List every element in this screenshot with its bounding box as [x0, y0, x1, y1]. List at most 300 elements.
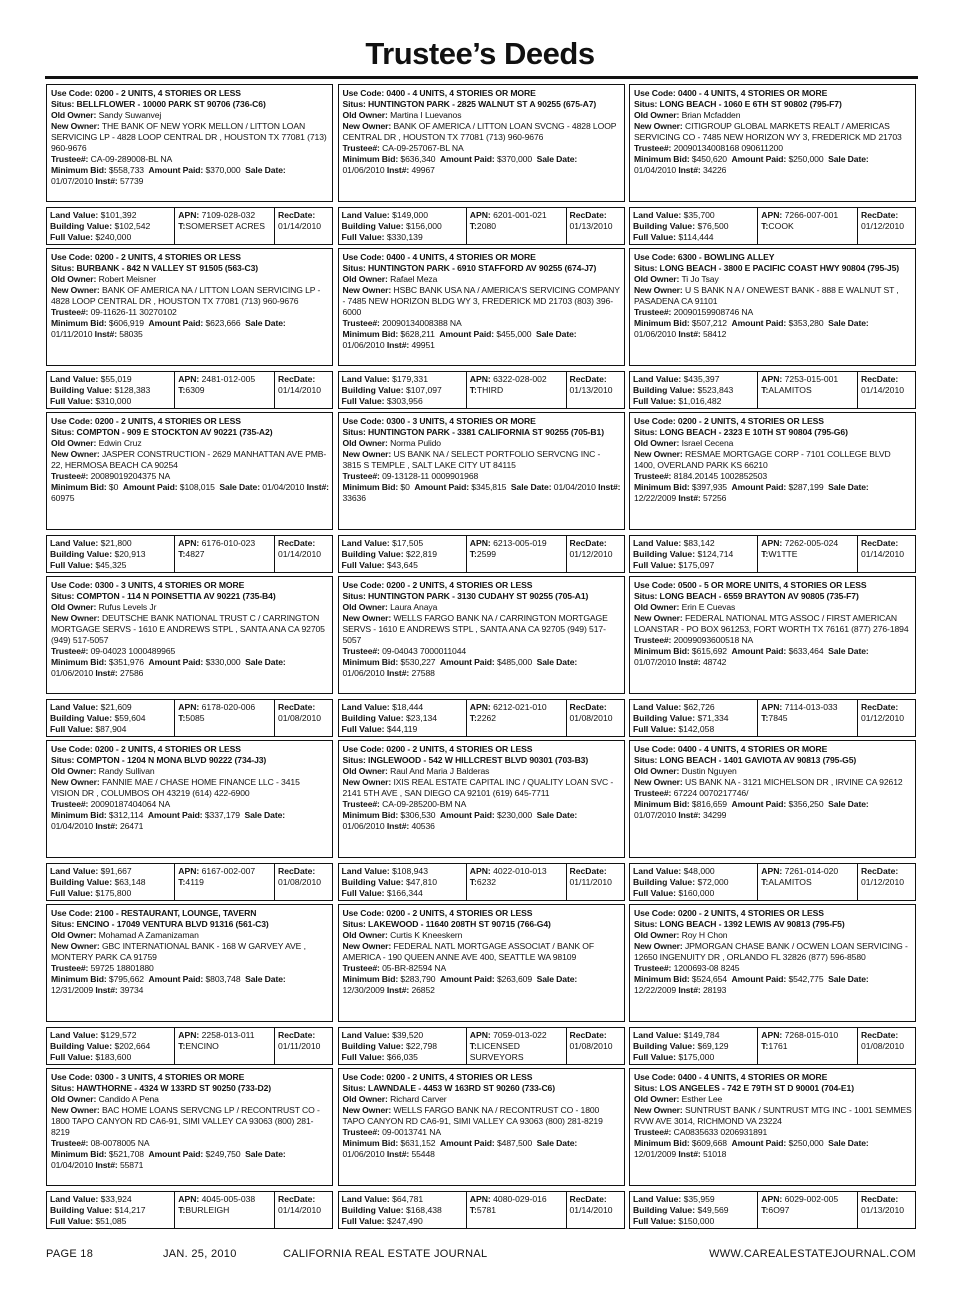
field-inst: 39734	[119, 985, 144, 995]
values-cell	[630, 864, 758, 900]
field-min-bid: $521,708	[108, 1149, 144, 1159]
label-min-bid: Minimum Bid:	[634, 482, 690, 492]
deed-record	[338, 904, 625, 1068]
label-apn: APN:	[469, 538, 491, 548]
field-trustee: 1200693-08 8245	[673, 963, 740, 973]
field-building: $49,569	[697, 1205, 729, 1215]
label-land-value: Land Value:	[50, 702, 99, 712]
field-amount-paid: $487,500	[496, 1138, 533, 1148]
field-full: $87,904	[95, 724, 127, 734]
field-situs: Situs: LONG BEACH - 6559 BRAYTON AV 90805 (735-F7)	[634, 591, 859, 601]
recdate-cell	[858, 372, 915, 408]
apn-cell	[175, 864, 275, 900]
label-inst: Inst#:	[94, 329, 117, 339]
apn-cell	[758, 700, 858, 736]
field-recdate: 01/08/2010	[861, 1041, 905, 1051]
label-building-value: Building Value:	[341, 713, 404, 723]
field-inst: 26852	[411, 985, 435, 995]
situs	[634, 99, 912, 110]
label-recdate: RecDate:	[861, 210, 899, 220]
field-apn: 6322-028-002	[493, 374, 547, 384]
field-apn: 2258-013-011	[201, 1030, 255, 1040]
apn-cell	[175, 372, 275, 408]
situs	[634, 755, 912, 766]
trustee-number	[51, 1138, 329, 1149]
field-building: $71,334	[697, 713, 729, 723]
field-new-owner: US BANK NA - 3121 MICHELSON DR , IRVINE CA 92612	[684, 777, 903, 787]
field-new-owner: US BANK NA / SELECT PORTFOLIO SERVCNG INC - 3815 S TEMPLE , SALT LAKE CITY UT 84115	[342, 449, 601, 470]
field-building: $523,843	[697, 385, 734, 395]
field-sale-date: 01/04/2010	[553, 482, 596, 492]
deed-record	[629, 248, 916, 412]
label-amount-paid: Amount Paid:	[148, 974, 204, 984]
label-apn: APN:	[761, 1030, 783, 1040]
field-situs: Situs: COMPTON - 909 E STOCKTON AV 90221 (735-A2)	[51, 427, 273, 437]
values-cell	[47, 1028, 175, 1064]
label-land-value: Land Value:	[341, 210, 390, 220]
label-sale-date: Sale Date:	[536, 657, 578, 667]
value-strip	[629, 371, 916, 409]
label-new-owner: New Owner:	[342, 121, 392, 131]
label-full-value: Full Value:	[341, 396, 385, 406]
label-min-bid: Minimum Bid:	[342, 329, 399, 339]
label-new-owner: New Owner:	[51, 941, 100, 951]
deed-card	[629, 576, 916, 694]
label-amount-paid: Amount Paid:	[147, 810, 203, 820]
label-land-value: Land Value:	[341, 538, 390, 548]
label-apn: APN:	[469, 374, 491, 384]
apn-cell	[758, 372, 858, 408]
label-land-value: Land Value:	[50, 210, 99, 220]
field-land: $48,000	[683, 866, 715, 876]
label-full-value: Full Value:	[341, 888, 385, 898]
bid-info	[634, 1138, 912, 1160]
label-recdate: RecDate:	[278, 210, 316, 220]
field-land: $149,784	[683, 1030, 720, 1040]
bid-info	[634, 974, 912, 996]
value-strip	[629, 699, 916, 737]
field-inst: 57739	[119, 176, 144, 186]
field-t: W1TTE	[768, 549, 798, 559]
field-situs: Situs: LONG BEACH - 1401 GAVIOTA AV 90813 (795-G5)	[634, 755, 857, 765]
apn-cell	[467, 1028, 567, 1064]
values-cell	[339, 1028, 467, 1064]
values-cell	[47, 208, 175, 244]
label-land-value: Land Value:	[50, 866, 99, 876]
label-old-owner: Old Owner:	[342, 602, 388, 612]
field-use: Use Code: 0200 - 2 UNITS, 4 STORIES OR LESS	[51, 416, 241, 426]
field-trustee: 09-04043 7000011044	[382, 646, 467, 656]
field-t: 5085	[185, 713, 205, 723]
field-old-owner: Raul And Maria J Balderas	[390, 766, 490, 776]
label-full-value: Full Value:	[50, 560, 93, 570]
label-t: T:	[761, 549, 769, 559]
label-old-owner: Old Owner:	[634, 110, 680, 120]
new-owner	[51, 941, 329, 963]
field-t: 7845	[768, 713, 788, 723]
label-t: T:	[178, 877, 186, 887]
label-min-bid: Minimum Bid:	[51, 482, 107, 492]
label-recdate: RecDate:	[569, 210, 607, 220]
label-recdate: RecDate:	[569, 374, 607, 384]
field-old-owner: Sandy Suwanvej	[98, 110, 162, 120]
label-new-owner: New Owner:	[342, 613, 392, 623]
label-full-value: Full Value:	[633, 888, 676, 898]
label-new-owner: New Owner:	[51, 777, 100, 787]
field-apn: 6212-021-010	[493, 702, 547, 712]
label-new-owner: New Owner:	[342, 285, 392, 295]
field-amount-paid: $370,000	[205, 165, 241, 175]
field-inst: 48742	[702, 657, 727, 667]
label-old-owner: Old Owner:	[342, 274, 388, 284]
label-apn: APN:	[761, 374, 783, 384]
bid-info	[634, 154, 912, 176]
field-building: $72,000	[697, 877, 729, 887]
label-trustee: Trustee#:	[51, 1138, 89, 1148]
field-use: Use Code: 0500 - 5 OR MORE UNITS, 4 STORIES OR LESS	[634, 580, 867, 590]
label-t: T:	[469, 549, 477, 559]
old-owner	[634, 930, 912, 941]
new-owner	[634, 613, 912, 635]
deed-record	[629, 740, 916, 904]
label-building-value: Building Value:	[341, 1205, 404, 1215]
field-new-owner: GBC INTERNATIONAL BANK - 168 W GARVEY AVE , MONTERY PARK CA 91759	[51, 941, 306, 962]
recdate-cell	[275, 1028, 332, 1064]
field-trustee: 59725 18801880	[90, 963, 154, 973]
field-inst: 58035	[119, 329, 143, 339]
label-recdate: RecDate:	[278, 702, 316, 712]
recdate-cell	[567, 536, 624, 572]
situs	[51, 427, 329, 438]
deed-record	[46, 84, 333, 248]
field-land: $101,392	[100, 210, 137, 220]
field-land: $35,700	[683, 210, 715, 220]
label-apn: APN:	[178, 1194, 200, 1204]
label-land-value: Land Value:	[633, 374, 682, 384]
field-land: $18,444	[392, 702, 424, 712]
field-situs: Situs: HUNTINGTON PARK - 3381 CALIFORNIA ST 90255 (705-B1)	[342, 427, 604, 437]
label-amount-paid: Amount Paid:	[148, 657, 204, 667]
field-apn: 6176-010-023	[201, 538, 256, 548]
field-land: $64,781	[392, 1194, 424, 1204]
field-amount-paid: $803,748	[205, 974, 241, 984]
recdate-cell	[275, 700, 332, 736]
label-t: T:	[761, 221, 769, 231]
field-recdate: 01/12/2010	[861, 877, 905, 887]
old-owner	[634, 438, 912, 449]
column-2	[338, 84, 625, 1233]
field-min-bid: $606,919	[108, 318, 144, 328]
field-use: Use Code: 0200 - 2 UNITS, 4 STORIES OR LESS	[342, 580, 533, 590]
field-new-owner: JASPER CONSTRUCTION - 2629 MANHATTAN AVE PMB-22, HERMOSA BEACH CA 90254	[51, 449, 327, 470]
label-amount-paid: Amount Paid:	[731, 646, 787, 656]
label-t: T:	[469, 1205, 477, 1215]
label-amount-paid: Amount Paid:	[731, 974, 787, 984]
deed-card	[46, 412, 333, 530]
label-new-owner: New Owner:	[342, 941, 392, 951]
column-3	[629, 84, 916, 1233]
field-use: Use Code: 0400 - 4 UNITS, 4 STORIES OR MORE	[634, 744, 828, 754]
field-use: Use Code: 6300 - BOWLING ALLEY	[634, 252, 775, 262]
field-trustee: 09-11626-11 30270102	[90, 307, 177, 317]
old-owner	[51, 438, 329, 449]
field-apn: 7109-028-032	[201, 210, 256, 220]
field-new-owner: BANK OF AMERICA / LITTON LOAN SVCNG - 4828 LOOP CENTRAL DR , HOUSTON TX 77081 (713) 960-9676	[342, 121, 617, 142]
situs	[343, 99, 621, 110]
field-min-bid: $524,654	[691, 974, 727, 984]
field-full: $175,000	[678, 1052, 715, 1062]
label-trustee: Trustee#:	[342, 318, 380, 328]
field-full: $175,097	[678, 560, 715, 570]
field-sale-date: 01/04/2010	[51, 1160, 94, 1170]
label-sale-date: Sale Date:	[536, 1138, 578, 1148]
label-new-owner: New Owner:	[634, 941, 683, 951]
use-code	[343, 88, 621, 99]
field-land: $21,800	[100, 538, 132, 548]
field-recdate: 01/12/2010	[861, 221, 905, 231]
old-owner	[634, 766, 912, 777]
label-building-value: Building Value:	[50, 713, 113, 723]
field-trustee: 20090159908746 NA	[673, 307, 754, 317]
label-min-bid: Minimum Bid:	[342, 810, 399, 820]
field-recdate: 01/14/2010	[278, 385, 322, 395]
value-strip	[46, 535, 333, 573]
label-apn: APN:	[761, 1194, 783, 1204]
field-full: $51,085	[95, 1216, 127, 1226]
label-building-value: Building Value:	[50, 221, 113, 231]
label-inst: Inst#:	[386, 985, 410, 995]
label-amount-paid: Amount Paid:	[148, 165, 204, 175]
field-situs: Situs: HUNTINGTON PARK - 2825 WALNUT ST A 90255 (675-A7)	[342, 99, 597, 109]
recdate-cell	[858, 1192, 915, 1228]
label-apn: APN:	[178, 1030, 200, 1040]
field-sale-date: 12/30/2009	[342, 985, 385, 995]
old-owner	[51, 110, 329, 121]
deed-card	[46, 904, 333, 1022]
label-recdate: RecDate:	[861, 374, 899, 384]
field-full: $66,035	[386, 1052, 418, 1062]
field-inst: 27588	[411, 668, 435, 678]
deed-record	[629, 904, 916, 1068]
label-recdate: RecDate:	[861, 1194, 899, 1204]
field-trustee: 09-0013741 NA	[382, 1127, 442, 1137]
deed-card	[46, 84, 333, 202]
label-sale-date: Sale Date:	[245, 165, 286, 175]
field-building: $23,134	[405, 713, 438, 723]
field-amount-paid: $633,464	[788, 646, 824, 656]
label-inst: Inst#:	[678, 493, 701, 503]
use-code	[634, 252, 912, 263]
values-cell	[339, 208, 467, 244]
label-building-value: Building Value:	[341, 1041, 404, 1051]
situs	[634, 919, 912, 930]
field-full: $44,119	[386, 724, 418, 734]
label-amount-paid: Amount Paid:	[731, 154, 787, 164]
label-apn: APN:	[178, 538, 200, 548]
field-t: ALAMITOS	[768, 385, 812, 395]
apn-cell	[467, 536, 567, 572]
recdate-cell	[567, 1028, 624, 1064]
trustee-number	[634, 307, 912, 318]
values-cell	[339, 1192, 467, 1228]
field-new-owner: JPMORGAN CHASE BANK / OCWEN LOAN SERVICING - 12650 INGENUITY DR , ORLANDO FL 32826 (877) 596-8580	[634, 941, 908, 962]
label-old-owner: Old Owner:	[51, 274, 97, 284]
situs	[343, 755, 621, 766]
label-recdate: RecDate:	[861, 702, 899, 712]
label-old-owner: Old Owner:	[634, 766, 680, 776]
label-new-owner: New Owner:	[51, 121, 100, 131]
field-recdate: 01/11/2010	[569, 877, 612, 887]
field-min-bid: $0	[400, 482, 410, 492]
field-recdate: 01/13/2010	[861, 1205, 905, 1215]
label-land-value: Land Value:	[633, 1030, 682, 1040]
deed-record	[629, 1068, 916, 1232]
label-full-value: Full Value:	[341, 1052, 385, 1062]
column-1	[46, 84, 333, 1233]
label-land-value: Land Value:	[341, 866, 390, 876]
field-t: 4119	[185, 877, 204, 887]
deed-card	[338, 1068, 625, 1186]
field-use: Use Code: 0400 - 4 UNITS, 4 STORIES OR MORE	[342, 252, 536, 262]
field-apn: 2481-012-005	[201, 374, 256, 384]
field-old-owner: Martina I Luevanos	[390, 110, 462, 120]
apn-cell	[758, 208, 858, 244]
field-t: COOK	[768, 221, 794, 231]
field-trustee: CA-09-289008-BL NA	[90, 154, 173, 164]
apn-cell	[175, 1028, 275, 1064]
value-strip	[338, 1027, 625, 1065]
deeds-grid	[46, 84, 916, 1233]
field-building: $156,000	[405, 221, 442, 231]
label-amount-paid: Amount Paid:	[440, 1138, 495, 1148]
field-amount-paid: $542,775	[788, 974, 824, 984]
label-amount-paid: Amount Paid:	[440, 810, 495, 820]
deed-record	[46, 904, 333, 1068]
value-strip	[46, 1191, 333, 1229]
field-sale-date: 01/06/2010	[342, 340, 385, 350]
field-apn: 7268-015-010	[784, 1030, 839, 1040]
label-amount-paid: Amount Paid:	[440, 657, 495, 667]
old-owner	[51, 1094, 329, 1105]
field-trustee: CA0835633 0206931891	[673, 1127, 768, 1137]
situs	[634, 263, 912, 274]
label-trustee: Trustee#:	[342, 646, 380, 656]
label-t: T:	[178, 385, 186, 395]
field-land: $435,397	[683, 374, 720, 384]
label-t: T:	[469, 1041, 477, 1051]
field-t: 6232	[476, 877, 497, 887]
field-situs: Situs: BURBANK - 842 N VALLEY ST 91505 (563-C3)	[51, 263, 259, 273]
label-inst: Inst#:	[386, 340, 410, 350]
label-apn: APN:	[761, 210, 783, 220]
situs	[343, 919, 621, 930]
field-min-bid: $816,659	[691, 799, 727, 809]
field-t: ENCINO	[185, 1041, 219, 1051]
field-trustee: 20099093600518 NA	[673, 635, 754, 645]
label-trustee: Trustee#:	[634, 788, 672, 798]
label-full-value: Full Value:	[50, 232, 93, 242]
label-land-value: Land Value:	[633, 210, 682, 220]
field-situs: Situs: BELLFLOWER - 10000 PARK ST 90706 (736-C6)	[51, 99, 266, 109]
field-land: $129,572	[100, 1030, 137, 1040]
old-owner	[634, 110, 912, 121]
field-t: THIRD	[476, 385, 504, 395]
use-code	[634, 1072, 912, 1083]
field-sale-date: 01/07/2010	[634, 810, 677, 820]
field-old-owner: Esther Lee	[681, 1094, 723, 1104]
field-apn: 7253-015-001	[784, 374, 839, 384]
apn-cell	[758, 536, 858, 572]
field-situs: Situs: LAWNDALE - 4453 W 163RD ST 90260 (733-C6)	[342, 1083, 555, 1093]
label-trustee: Trustee#:	[342, 963, 380, 973]
bid-info	[51, 810, 329, 832]
field-full: $1,016,482	[678, 396, 722, 406]
field-situs: Situs: LONG BEACH - 3800 E PACIFIC COAST HWY 90804 (795-J5)	[634, 263, 900, 273]
field-use: Use Code: 0400 - 4 UNITS, 4 STORIES OR MORE	[342, 88, 536, 98]
label-min-bid: Minimum Bid:	[51, 810, 107, 820]
deed-card	[338, 412, 625, 530]
label-amount-paid: Amount Paid:	[731, 1138, 787, 1148]
label-apn: APN:	[761, 866, 783, 876]
field-full: $166,344	[386, 888, 423, 898]
label-min-bid: Minimum Bid:	[342, 657, 399, 667]
situs	[343, 427, 621, 438]
situs	[634, 1083, 912, 1094]
field-use: Use Code: 0200 - 2 UNITS, 4 STORIES OR LESS	[342, 1072, 533, 1082]
new-owner	[634, 285, 912, 307]
label-sale-date: Sale Date:	[245, 1149, 286, 1159]
field-use: Use Code: 0200 - 2 UNITS, 4 STORIES OR LESS	[634, 416, 824, 426]
recdate-cell	[858, 700, 915, 736]
field-new-owner: FEDERAL NATL MORTGAGE ASSOCIAT / BANK OF AMERICA - 190 QUEEN ANNE AVE 400, SEATTLE WA 98109	[342, 941, 595, 962]
label-trustee: Trustee#:	[51, 963, 89, 973]
field-apn: 4045-005-038	[201, 1194, 256, 1204]
old-owner	[634, 274, 912, 285]
field-recdate: 01/11/2010	[278, 1041, 321, 1051]
field-t: 1761	[768, 1041, 788, 1051]
label-t: T:	[761, 385, 769, 395]
field-use: Use Code: 0400 - 4 UNITS, 4 STORIES OR MORE	[634, 1072, 828, 1082]
recdate-cell	[275, 536, 332, 572]
label-min-bid: Minimum Bid:	[634, 318, 690, 328]
field-apn: 4022-010-013	[493, 866, 547, 876]
new-owner	[51, 285, 329, 307]
field-t: 2599	[476, 549, 497, 559]
deed-card	[46, 576, 333, 694]
label-sale-date: Sale Date:	[219, 482, 260, 492]
label-trustee: Trustee#:	[51, 646, 89, 656]
apn-cell	[467, 208, 567, 244]
recdate-cell	[567, 372, 624, 408]
value-strip	[338, 699, 625, 737]
field-apn: 7059-013-022	[493, 1030, 547, 1040]
label-full-value: Full Value:	[50, 888, 93, 898]
trustee-number	[343, 799, 621, 810]
field-full: $240,000	[95, 232, 132, 242]
use-code	[51, 744, 329, 755]
field-building: $47,810	[405, 877, 438, 887]
recdate-cell	[567, 1192, 624, 1228]
field-land: $62,726	[683, 702, 715, 712]
trustee-number	[343, 646, 621, 657]
field-inst: 55871	[119, 1160, 144, 1170]
trustee-number	[51, 646, 329, 657]
bid-info	[51, 165, 329, 187]
label-new-owner: New Owner:	[342, 449, 392, 459]
recdate-cell	[858, 864, 915, 900]
situs	[51, 99, 329, 110]
recdate-cell	[275, 1192, 332, 1228]
